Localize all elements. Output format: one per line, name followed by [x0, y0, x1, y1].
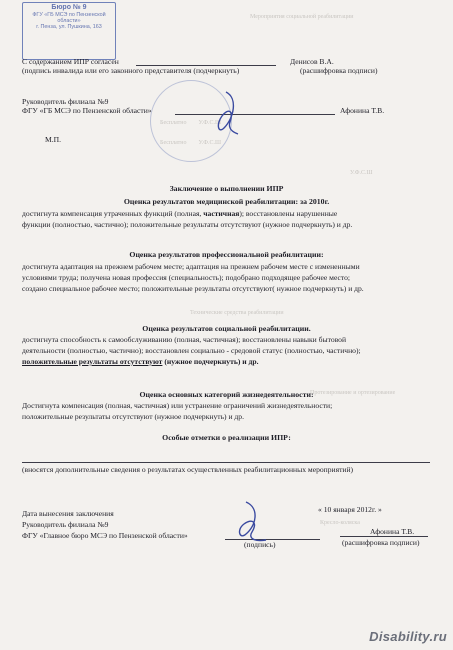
bleed-through-text: Бесплатно У.Ф.С.Ш: [160, 120, 222, 126]
site-watermark: Disability.ru: [369, 629, 447, 644]
categories-heading: Оценка основных категорий жизнедеятельности:: [139, 390, 314, 399]
consent-caption-right: (расшифровка подписи): [300, 66, 378, 75]
social-heading: Оценка результатов социальной реабилитации.: [142, 324, 311, 333]
medical-line-1: [22, 209, 337, 218]
conclusion-title: Заключение о выполнении ИПР: [169, 184, 284, 193]
professional-line-1: достигнута адаптация на прежнем рабочем месте; адаптация на прежнем рабочем месте с измененными: [22, 262, 360, 271]
date-label: Дата вынесения заключения: [22, 509, 114, 518]
professional-line-2: условиями труда; получена новая профессия (специальность); подобрано подходящее рабочее место;: [22, 273, 351, 282]
special-heading: Особые отметки о реализации ИПР:: [162, 433, 291, 442]
head-signature-scribble: [208, 88, 248, 138]
special-notes-line: [22, 462, 430, 463]
medical-text-a: достигнута компенсация утраченных функций (полная,: [22, 209, 204, 218]
medical-emphasis: частичная: [203, 209, 240, 218]
consent-prefix: С содержанием ИПР согласен: [22, 57, 119, 66]
bureau-stamp: [22, 2, 116, 60]
social-line-1: достигнута способность к самообслуживанию (полная, частичная); восстановлены навыки бытовой: [22, 335, 347, 344]
consent-caption-left: (подпись инвалида или его законного представителя (подчеркнуть): [22, 66, 240, 75]
bleed-through-text: Бесплатно У.Ф.С.Ш: [160, 140, 222, 146]
head-organization: ФГУ «ГБ МСЭ по Пензенской области»: [22, 106, 152, 115]
head-title: Руководитель филиала №9: [22, 97, 109, 106]
professional-line-3: создано специальное рабочее место; положительные результаты отсутствуют( нужное подчеркнуть) и др.: [22, 284, 364, 293]
medical-line-2: функции (полностью, частично); положительные результаты отсутствуют (нужное подчеркнуть) и др.: [22, 220, 353, 229]
head-name: Афонина Т.В.: [340, 106, 385, 115]
bleed-through-text: Протезирование и ортезирование: [310, 390, 396, 396]
professional-heading: Оценка результатов профессиональной реабилитации:: [129, 250, 324, 259]
special-note: (вносятся дополнительные сведения о результатах осуществленных реабилитационных мероприятий): [22, 465, 354, 474]
social-line-2: деятельности (полностью, частично); восстановлен социально - средовой статус (полностью, частично);: [22, 346, 361, 355]
social-underlined: положительные результаты отсутствуют: [22, 357, 163, 366]
social-rest: (нужное подчеркнуть) и др.: [162, 357, 259, 366]
footer-name: Афонина Т.В.: [370, 527, 415, 536]
bleed-through-text: Кресло-коляска: [320, 520, 360, 526]
head-signature-line: [175, 114, 335, 115]
categories-line-1: Достигнута компенсация (полная, частичная) или устранение ограничений жизнедеятельности;: [22, 401, 333, 410]
date-value: « 10 января 2012г. »: [318, 505, 382, 514]
footer-signature-scribble: [226, 500, 274, 544]
footer-head-organization: ФГУ «Главное бюро МСЭ по Пензенской области»: [22, 531, 188, 540]
footer-decode-label: (расшифровка подписи): [342, 538, 420, 547]
consent-name: Денисов В.А.: [290, 57, 334, 66]
categories-line-2: положительные результаты отсутствуют (нужное подчеркнуть) и др.: [22, 412, 244, 421]
bleed-through-text: Технические средства реабилитации: [190, 310, 284, 316]
stamp-line: г. Пенза, ул. Пушкина, 163: [36, 24, 102, 31]
stamp-line: области»: [57, 18, 81, 25]
bleed-through-text: Мероприятия социальной реабилитации: [250, 14, 354, 20]
medical-heading: Оценка результатов медицинской реабилитации: за 2010г.: [123, 197, 330, 206]
medical-text-c: ); восстановлены нарушенные: [239, 209, 338, 218]
bleed-through-text: У.Ф.С.Ш: [350, 170, 373, 176]
stamp-line: ФГУ «ГБ МСЭ по Пензенской: [32, 12, 106, 18]
footer-signature-label: (подпись): [244, 540, 276, 549]
social-line-3: [22, 357, 259, 366]
footer-head-title: Руководитель филиала №9: [22, 520, 109, 529]
footer-name-line: [340, 536, 428, 537]
mp-label: М.П.: [45, 135, 62, 144]
stamp-title: Бюро № 9: [51, 4, 87, 11]
